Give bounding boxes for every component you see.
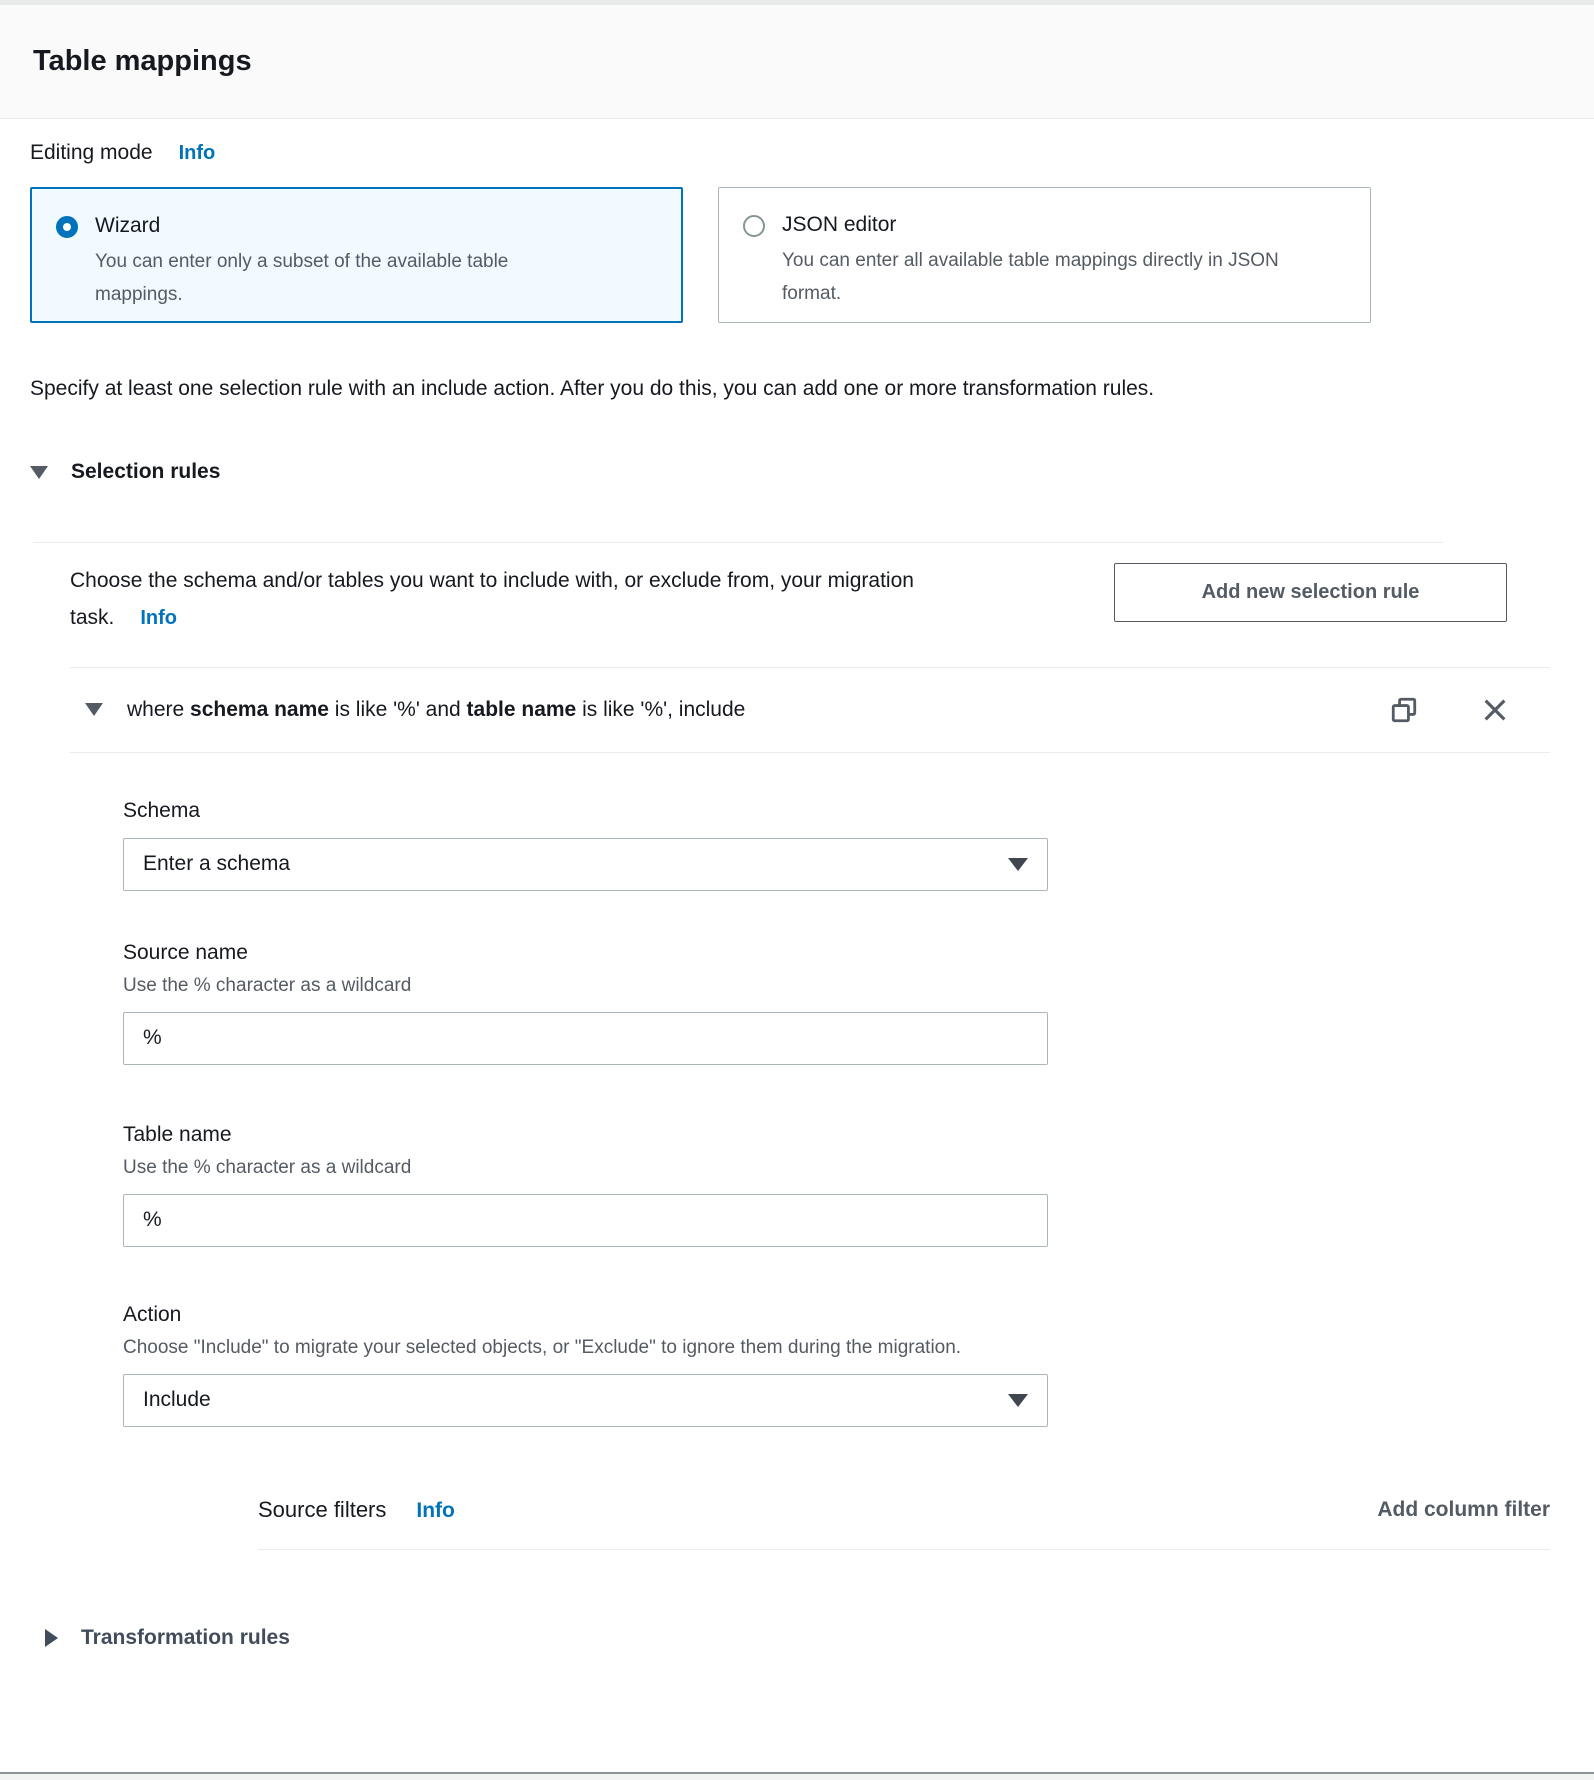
selection-rule-form	[30, 799, 1594, 1427]
copy-rule-button[interactable]	[1390, 696, 1418, 724]
wizard-radio[interactable]	[56, 216, 78, 238]
source-name-hint: Use the % character as a wildcard	[123, 974, 412, 996]
selection-rules-section-header[interactable]	[30, 460, 1594, 484]
json-editor-description: You can enter all available table mappings directly in JSON format.	[782, 249, 1279, 305]
source-filters-divider	[258, 1549, 1550, 1550]
transformation-rules-title: Transformation rules	[81, 1625, 290, 1649]
remove-rule-button[interactable]	[1480, 695, 1510, 725]
caret-down-icon	[30, 466, 48, 479]
intro-text: Specify at least one selection rule with an include action. After you do this, you can add one or more transformation rules.	[30, 377, 1155, 400]
editing-mode-info-link[interactable]: Info	[178, 142, 216, 164]
selection-rules-title: Selection rules	[71, 460, 221, 484]
editing-mode-label: Editing mode	[30, 141, 153, 164]
add-column-filter-button[interactable]: Add column filter	[1377, 1497, 1550, 1521]
table-name-hint: Use the % character as a wildcard	[123, 1156, 412, 1178]
table-name-label: Table name	[123, 1122, 232, 1146]
json-editor-option-card[interactable]	[718, 187, 1371, 323]
panel-bottom-edge	[0, 1772, 1594, 1780]
json-editor-label: JSON editor	[782, 213, 897, 236]
page-title: Table mappings	[33, 45, 252, 77]
action-label: Action	[123, 1302, 182, 1326]
caret-down-icon[interactable]	[85, 703, 103, 716]
rule-divider	[70, 752, 1550, 753]
schema-select-value: Enter a schema	[143, 852, 291, 876]
caret-right-icon	[45, 1629, 58, 1647]
section-divider	[33, 542, 1443, 543]
source-name-input[interactable]	[123, 1012, 1048, 1065]
action-select-value: Include	[143, 1388, 211, 1412]
wizard-description: You can enter only a subset of the available table mappings.	[95, 250, 509, 306]
selection-rules-info-link[interactable]: Info	[140, 606, 178, 629]
table-name-input[interactable]	[123, 1194, 1048, 1247]
selection-rules-description: Choose the schema and/or tables you want to include with, or exclude from, your migration task. Info	[70, 569, 914, 629]
page-header	[0, 0, 1594, 119]
wizard-label: Wizard	[95, 214, 161, 237]
schema-select[interactable]	[123, 838, 1048, 891]
wizard-option-card[interactable]	[30, 187, 683, 323]
rule-summary: where schema name is like '%' and table name is like '%', include	[127, 697, 746, 721]
close-icon	[1480, 695, 1510, 725]
source-name-label: Source name	[123, 940, 248, 964]
transformation-rules-section-header[interactable]	[30, 1626, 1594, 1650]
action-select[interactable]	[123, 1374, 1048, 1427]
source-filters-info-link[interactable]: Info	[416, 1498, 455, 1522]
source-filters-label: Source filters	[258, 1496, 387, 1522]
rule-summary-row	[30, 668, 1550, 752]
copy-icon	[1390, 696, 1418, 724]
table-mappings-panel	[0, 119, 1594, 1650]
add-selection-rule-button[interactable]: Add new selection rule	[1114, 563, 1507, 622]
caret-down-icon	[1008, 858, 1028, 871]
schema-label: Schema	[123, 798, 201, 822]
caret-down-icon	[1008, 1394, 1028, 1407]
editing-mode-options	[30, 187, 1594, 323]
json-editor-radio[interactable]	[743, 215, 765, 237]
action-hint: Choose "Include" to migrate your selected objects, or "Exclude" to ignore them during the migration.	[123, 1336, 962, 1358]
